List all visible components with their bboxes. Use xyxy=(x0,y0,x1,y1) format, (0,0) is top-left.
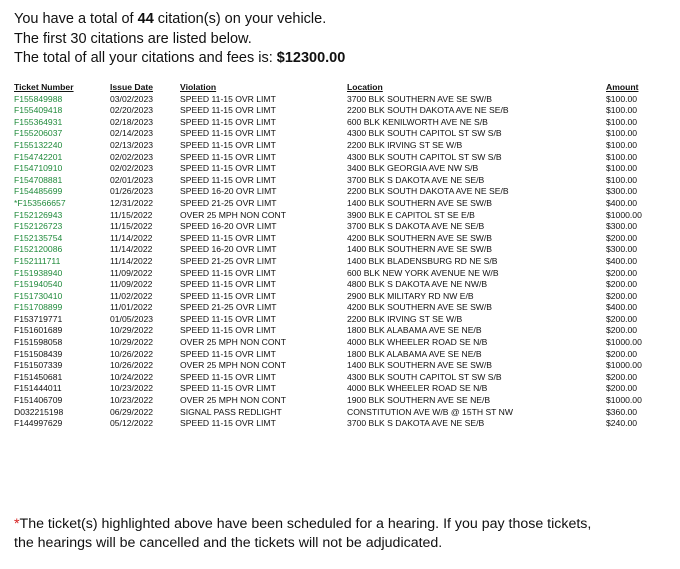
cell-issue-date: 10/24/2022 xyxy=(110,371,154,382)
total-amount: $12300.00 xyxy=(276,50,346,66)
cell-amount: $200.00 xyxy=(606,371,638,382)
table-row xyxy=(14,186,658,198)
cell-violation: OVER 25 MPH NON CONT xyxy=(180,209,287,220)
cell-issue-date: 12/31/2022 xyxy=(110,197,154,208)
cell-amount: $100.00 xyxy=(606,116,638,127)
cell-ticket-number: F154708881 xyxy=(14,174,63,185)
cell-location: 1400 BLK SOUTHERN AVE SE SW/B xyxy=(347,197,493,208)
total-label: The total of all your citations and fees is: xyxy=(14,50,277,66)
table-row xyxy=(14,221,658,233)
cell-issue-date: 05/12/2022 xyxy=(110,418,154,429)
cell-ticket-number: F152126723 xyxy=(14,221,63,232)
cell-amount: $200.00 xyxy=(606,267,638,278)
table-row xyxy=(14,349,658,361)
table-row xyxy=(14,198,658,210)
cell-ticket-number: F154485699 xyxy=(14,186,63,197)
cell-violation: SPEED 11-15 OVR LIMT xyxy=(180,139,276,150)
table-row xyxy=(14,314,658,326)
table-row xyxy=(14,302,658,314)
table-row xyxy=(14,279,658,291)
cell-ticket-number: *F153566657 xyxy=(14,197,66,208)
cell-location: 3700 BLK S DAKOTA AVE NE SE/B xyxy=(347,174,485,185)
cell-amount: $100.00 xyxy=(606,163,638,174)
cell-issue-date: 11/14/2022 xyxy=(110,255,153,266)
cell-location: 600 BLK KENILWORTH AVE NE S/B xyxy=(347,116,488,127)
cell-location: 1800 BLK ALABAMA AVE SE NE/B xyxy=(347,348,482,359)
cell-amount: $1000.00 xyxy=(606,360,642,371)
header-amount: Amount xyxy=(606,82,639,92)
table-row xyxy=(14,325,658,337)
cell-violation: SPEED 11-15 OVR LIMT xyxy=(180,267,276,278)
cell-amount: $240.00 xyxy=(606,418,638,429)
cell-amount: $1000.00 xyxy=(606,395,642,406)
cell-location: 3400 BLK GEORGIA AVE NW S/B xyxy=(347,163,479,174)
cell-ticket-number: F144997629 xyxy=(14,418,63,429)
cell-violation: SIGNAL PASS REDLIGHT xyxy=(180,406,282,417)
table-header-row xyxy=(14,82,658,94)
cell-issue-date: 06/29/2022 xyxy=(110,406,154,417)
cell-amount: $400.00 xyxy=(606,255,638,266)
cell-ticket-number: F151938940 xyxy=(14,267,63,278)
cell-ticket-number: F152126943 xyxy=(14,209,63,220)
cell-amount: $300.00 xyxy=(606,244,638,255)
table-row xyxy=(14,337,658,349)
cell-amount: $200.00 xyxy=(606,279,638,290)
cell-location: 2900 BLK MILITARY RD NW E/B xyxy=(347,290,474,301)
cell-violation: SPEED 11-15 OVR LIMT xyxy=(180,151,276,162)
cell-issue-date: 11/09/2022 xyxy=(110,279,153,290)
table-row xyxy=(14,256,658,268)
citations-table xyxy=(14,82,658,430)
cell-violation: SPEED 11-15 OVR LIMT xyxy=(180,174,276,185)
cell-violation: OVER 25 MPH NON CONT xyxy=(180,395,287,406)
table-row xyxy=(14,140,658,152)
header-issue-date: Issue Date xyxy=(110,82,153,92)
table-row xyxy=(14,152,658,164)
cell-location: 2200 BLK SOUTH DAKOTA AVE NE SE/B xyxy=(347,186,509,197)
cell-location: 2200 BLK IRVING ST SE W/B xyxy=(347,139,463,150)
cell-location: 1900 BLK SOUTHERN AVE SE NE/B xyxy=(347,395,491,406)
cell-ticket-number: F151508439 xyxy=(14,348,63,359)
cell-ticket-number: F155206037 xyxy=(14,128,63,139)
cell-violation: SPEED 16-20 OVR LIMT xyxy=(180,186,277,197)
table-row xyxy=(14,163,658,175)
cell-ticket-number: D032215198 xyxy=(14,406,64,417)
cell-amount: $200.00 xyxy=(606,313,638,324)
cell-violation: SPEED 11-15 OVR LIMT xyxy=(180,93,276,104)
cell-location: 4300 BLK SOUTH CAPITOL ST SW S/B xyxy=(347,151,502,162)
header-ticket-number: Ticket Number xyxy=(14,82,74,92)
table-row xyxy=(14,117,658,129)
cell-violation: SPEED 21-25 OVR LIMT xyxy=(180,302,277,313)
cell-violation: SPEED 16-20 OVR LIMT xyxy=(180,244,277,255)
cell-amount: $200.00 xyxy=(606,232,638,243)
cell-location: 4000 BLK WHEELER ROAD SE N/B xyxy=(347,337,488,348)
table-row xyxy=(14,268,658,280)
cell-ticket-number: F151601689 xyxy=(14,325,63,336)
cell-ticket-number: F152111711 xyxy=(14,255,61,266)
cell-location: 4800 BLK S DAKOTA AVE NE NW/B xyxy=(347,279,488,290)
cell-violation: SPEED 11-15 OVR LIMT xyxy=(180,348,276,359)
cell-ticket-number: F151730410 xyxy=(14,290,63,301)
cell-location: CONSTITUTION AVE W/B @ 15TH ST NW xyxy=(347,406,513,417)
cell-violation: SPEED 11-15 OVR LIMT xyxy=(180,418,276,429)
table-row xyxy=(14,407,658,419)
cell-violation: SPEED 11-15 OVR LIMT xyxy=(180,232,276,243)
cell-violation: SPEED 11-15 OVR LIMT xyxy=(180,105,276,116)
cell-issue-date: 02/01/2023 xyxy=(110,174,154,185)
table-row xyxy=(14,360,658,372)
hearing-note xyxy=(14,515,614,553)
cell-issue-date: 10/23/2022 xyxy=(110,383,154,394)
cell-violation: OVER 25 MPH NON CONT xyxy=(180,360,287,371)
citation-summary xyxy=(14,10,345,69)
cell-issue-date: 10/29/2022 xyxy=(110,337,154,348)
table-row xyxy=(14,128,658,140)
table-row xyxy=(14,210,658,222)
cell-ticket-number: F151444011 xyxy=(14,383,62,394)
cell-ticket-number: F151940540 xyxy=(14,279,63,290)
cell-issue-date: 02/14/2023 xyxy=(110,128,154,139)
cell-violation: SPEED 21-25 OVR LIMT xyxy=(180,255,277,266)
cell-location: 3700 BLK SOUTHERN AVE SE SW/B xyxy=(347,93,493,104)
cell-violation: SPEED 16-20 OVR LIMT xyxy=(180,221,277,232)
citation-count: 44 xyxy=(137,11,154,27)
header-location: Location xyxy=(347,82,383,92)
cell-violation: SPEED 11-15 OVR LIMT xyxy=(180,279,276,290)
cell-amount: $200.00 xyxy=(606,383,638,394)
cell-violation: SPEED 11-15 OVR LIMT xyxy=(180,163,276,174)
summary-line-listed: The first 30 citations are listed below. xyxy=(14,30,252,47)
hearing-asterisk: * xyxy=(14,516,20,532)
cell-violation: SPEED 11-15 OVR LIMT xyxy=(180,116,276,127)
cell-amount: $360.00 xyxy=(606,406,638,417)
cell-amount: $100.00 xyxy=(606,174,638,185)
cell-location: 3900 BLK E CAPITOL ST SE E/B xyxy=(347,209,475,220)
cell-location: 1800 BLK ALABAMA AVE SE NE/B xyxy=(347,325,482,336)
cell-issue-date: 10/23/2022 xyxy=(110,395,154,406)
cell-ticket-number: F155849988 xyxy=(14,93,63,104)
cell-location: 1400 BLK SOUTHERN AVE SE SW/B xyxy=(347,244,493,255)
cell-issue-date: 10/26/2022 xyxy=(110,348,154,359)
cell-issue-date: 02/02/2023 xyxy=(110,163,154,174)
cell-violation: SPEED 11-15 OVR LIMT xyxy=(180,313,276,324)
cell-issue-date: 03/02/2023 xyxy=(110,93,154,104)
cell-amount: $100.00 xyxy=(606,128,638,139)
cell-issue-date: 02/02/2023 xyxy=(110,151,154,162)
cell-amount: $1000.00 xyxy=(606,209,642,220)
cell-ticket-number: F154742201 xyxy=(14,151,63,162)
table-row xyxy=(14,175,658,187)
cell-location: 4300 BLK SOUTH CAPITOL ST SW S/B xyxy=(347,128,502,139)
cell-issue-date: 11/01/2022 xyxy=(110,302,153,313)
cell-issue-date: 11/15/2022 xyxy=(110,221,153,232)
cell-amount: $100.00 xyxy=(606,105,638,116)
cell-ticket-number: F153719771 xyxy=(14,313,63,324)
cell-issue-date: 11/14/2022 xyxy=(110,232,153,243)
cell-amount: $200.00 xyxy=(606,348,638,359)
table-row xyxy=(14,244,658,256)
summary-prefix: You have a total of xyxy=(14,11,138,27)
cell-issue-date: 11/02/2022 xyxy=(110,290,153,301)
cell-violation: SPEED 11-15 OVR LIMT xyxy=(180,128,276,139)
cell-ticket-number: F155409418 xyxy=(14,105,63,116)
cell-issue-date: 01/05/2023 xyxy=(110,313,154,324)
cell-issue-date: 11/15/2022 xyxy=(110,209,153,220)
cell-violation: SPEED 11-15 OVR LIMT xyxy=(180,325,276,336)
cell-violation: SPEED 11-15 OVR LIMT xyxy=(180,290,276,301)
cell-location: 1400 BLK SOUTHERN AVE SE SW/B xyxy=(347,360,493,371)
hearing-note-text: The ticket(s) highlighted above have been scheduled for a hearing. If you pay those tickets, the hearings will be cancelled and the tickets will not be adjudicated. xyxy=(14,516,592,551)
cell-location: 2200 BLK SOUTH DAKOTA AVE NE SE/B xyxy=(347,105,509,116)
table-row xyxy=(14,418,658,430)
summary-line-total-count xyxy=(14,10,345,30)
table-row xyxy=(14,233,658,245)
cell-issue-date: 02/20/2023 xyxy=(110,105,154,116)
cell-location: 600 BLK NEW YORK AVENUE NE W/B xyxy=(347,267,499,278)
cell-amount: $300.00 xyxy=(606,221,638,232)
table-row xyxy=(14,291,658,303)
cell-location: 4000 BLK WHEELER ROAD SE N/B xyxy=(347,383,488,394)
cell-amount: $300.00 xyxy=(606,186,638,197)
cell-ticket-number: F151406709 xyxy=(14,395,63,406)
cell-ticket-number: F151450681 xyxy=(14,371,63,382)
summary-suffix: citation(s) on your vehicle. xyxy=(153,11,327,27)
cell-amount: $400.00 xyxy=(606,197,638,208)
header-violation: Violation xyxy=(180,82,217,92)
cell-issue-date: 11/14/2022 xyxy=(110,244,153,255)
cell-location: 1400 BLK BLADENSBURG RD NE S/B xyxy=(347,255,498,266)
cell-issue-date: 02/13/2023 xyxy=(110,139,154,150)
cell-amount: $200.00 xyxy=(606,325,638,336)
cell-location: 2200 BLK IRVING ST SE W/B xyxy=(347,313,463,324)
cell-location: 3700 BLK S DAKOTA AVE NE SE/B xyxy=(347,221,485,232)
cell-amount: $200.00 xyxy=(606,290,638,301)
cell-location: 3700 BLK S DAKOTA AVE NE SE/B xyxy=(347,418,485,429)
cell-location: 4200 BLK SOUTHERN AVE SE SW/B xyxy=(347,232,493,243)
cell-ticket-number: F152120086 xyxy=(14,244,63,255)
cell-ticket-number: F155364931 xyxy=(14,116,63,127)
cell-violation: SPEED 11-15 OVR LIMT xyxy=(180,371,276,382)
cell-amount: $400.00 xyxy=(606,302,638,313)
cell-amount: $1000.00 xyxy=(606,337,642,348)
cell-ticket-number: F152135754 xyxy=(14,232,63,243)
cell-issue-date: 10/26/2022 xyxy=(110,360,154,371)
cell-violation: SPEED 21-25 OVR LIMT xyxy=(180,197,277,208)
table-row xyxy=(14,395,658,407)
cell-issue-date: 10/29/2022 xyxy=(110,325,154,336)
cell-issue-date: 02/18/2023 xyxy=(110,116,154,127)
cell-ticket-number: F154710910 xyxy=(14,163,63,174)
cell-amount: $100.00 xyxy=(606,93,638,104)
cell-ticket-number: F151598058 xyxy=(14,337,63,348)
table-row xyxy=(14,94,658,106)
table-row xyxy=(14,372,658,384)
summary-line-total-amount xyxy=(14,49,345,69)
cell-ticket-number: F151708899 xyxy=(14,302,63,313)
cell-location: 4300 BLK SOUTH CAPITOL ST SW S/B xyxy=(347,371,502,382)
cell-amount: $100.00 xyxy=(606,151,638,162)
cell-amount: $100.00 xyxy=(606,139,638,150)
cell-ticket-number: F155132240 xyxy=(14,139,63,150)
table-row xyxy=(14,383,658,395)
cell-violation: SPEED 11-15 OVR LIMT xyxy=(180,383,276,394)
cell-ticket-number: F151507339 xyxy=(14,360,63,371)
cell-issue-date: 11/09/2022 xyxy=(110,267,153,278)
cell-issue-date: 01/26/2023 xyxy=(110,186,154,197)
table-row xyxy=(14,105,658,117)
cell-location: 4200 BLK SOUTHERN AVE SE SW/B xyxy=(347,302,493,313)
cell-violation: OVER 25 MPH NON CONT xyxy=(180,337,287,348)
